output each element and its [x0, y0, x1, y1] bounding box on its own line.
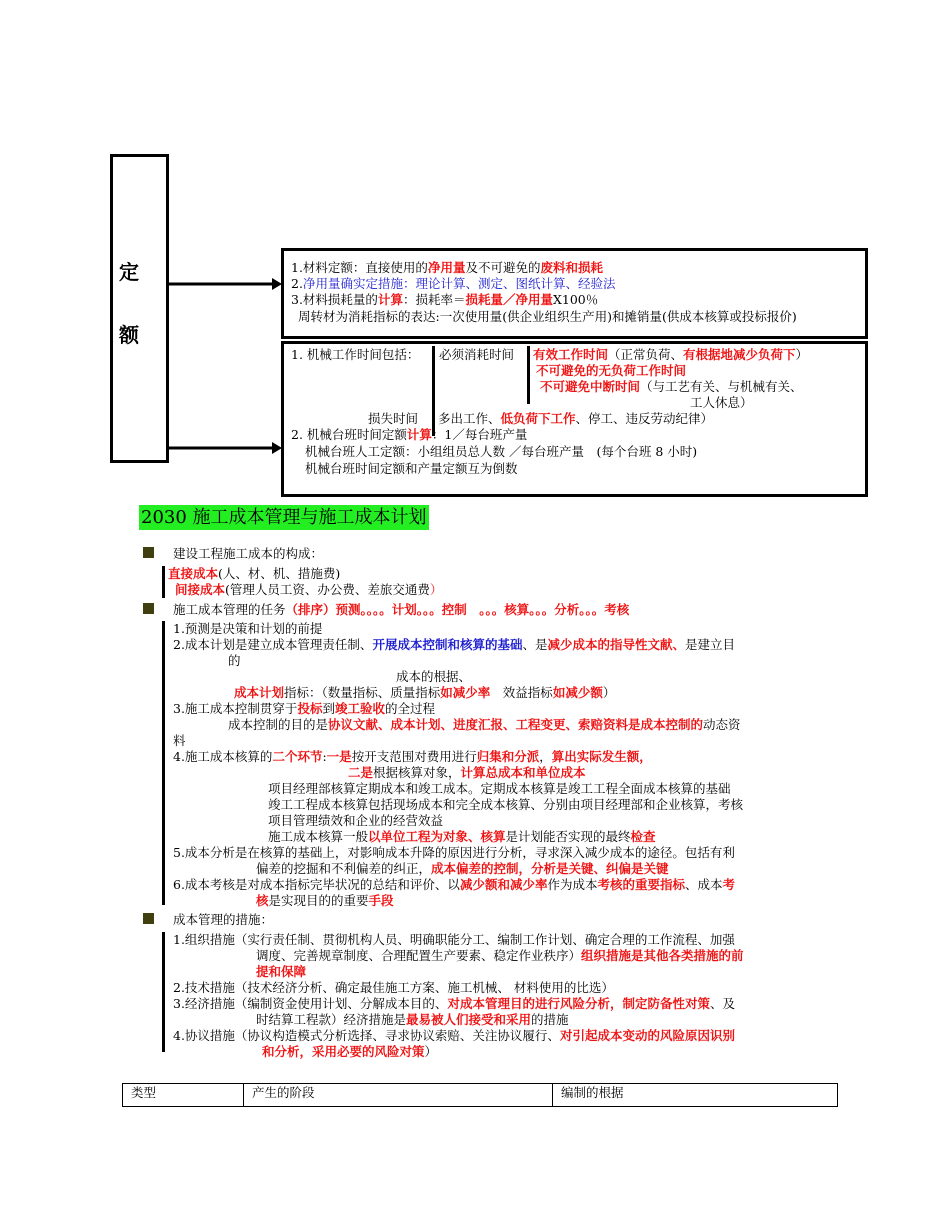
sec3-title: 成本管理的措施： — [173, 912, 274, 927]
sec1-line2: 间接成本(管理人员工资、办公费、差旅交通费） — [175, 582, 443, 597]
sec2-l5b: 偏差的挖掘和不利偏差的纠正，成本偏差的控制，分析是关键、纠偏是关键 — [256, 861, 669, 876]
sec2-l2: 2.成本计划是建立成本管理责任制、开展成本控制和核算的基础、是减少成本的指导性文献、是建立目 — [173, 637, 735, 652]
sec2-l6b: 核是实现目的的重要手段 — [256, 893, 394, 908]
sec3-l1: 1.组织措施（实行责任制、贯彻机构人员、明确职能分工、编制工作计划、确定合理的工作流程、加强 — [173, 932, 735, 947]
box2-line7: 机械台班人工定额：小组组员总人数 ／每台班产量 (每个台班 8 小时) — [305, 444, 698, 459]
box2-line3: 不可避免中断时间（与工艺有关、与机械有关、 — [540, 379, 803, 394]
box2-line1b: 必须消耗时间 — [439, 347, 515, 362]
box1-line2: 2.净用量确实定措施：理论计算、测定、图纸计算、经验法 — [291, 276, 616, 291]
box2-line6: 2. 机械台班时间定额计算：1／每台班产量 — [291, 427, 528, 442]
sec3-l4b: 和分析，采用必要的风险对策） — [262, 1044, 438, 1059]
box2-line5b: 多出工作、低负荷下工作、停工、违反劳动纪律） — [438, 411, 714, 426]
sec3-l1c: 提和保障 — [256, 964, 307, 979]
bullet-1 — [143, 547, 154, 558]
box1-line3: 3.材料损耗量的计算：损耗率＝损耗量／净用量X100％ — [291, 292, 599, 307]
box2-line1a: 1. 机械工作时间包括： — [291, 347, 420, 362]
sec2-l4d: 竣工工程成本核算包括现场成本和完全成本核算、分别由项目经理部和企业核算，考核 — [268, 797, 744, 812]
sec3-l1b: 调度、完善规章制度、合理配置生产要素、稳定作业秩序）组织措施是其他各类措施的前 — [256, 948, 744, 963]
sec2-l4e: 项目管理绩效和企业的经营效益 — [268, 813, 444, 828]
sec3-l4: 4.协议措施（协议构造模式分析选择、寻求协议索赔、关注协议履行、对引起成本变动的风险原因识别 — [173, 1028, 735, 1043]
sec2-l3c: 料 — [173, 733, 186, 748]
sec2-title: 施工成本管理的任务（排序）预测。。。。计划。。。控制 。。。核算。。。分析。。。考核 — [173, 602, 630, 617]
sec2-l3b: 成本控制的目的是协议文献、成本计划、进度汇报、工程变更、索赔资料是成本控制的动态资 — [228, 717, 741, 732]
sec2-l2c: 成本的根据、 — [396, 669, 472, 684]
bullet-2 — [143, 603, 154, 614]
sec3-l3b: 时结算工程款）经济措施是最易被人们接受和采用的措施 — [256, 1012, 569, 1027]
sec1-title: 建设工程施工成本的构成： — [173, 546, 324, 561]
box2-line4: 工人休息） — [690, 395, 753, 410]
sec2-l4b: 二是根据核算对象，计算总成本和单位成本 — [348, 765, 586, 780]
sec2-l2d: 成本计划指标：（数量指标、质量指标如减少率 效益指标如减少额） — [234, 685, 616, 700]
plan-type-table — [122, 1083, 838, 1107]
bullet-3 — [143, 913, 154, 924]
sec2-l4c: 项目经理部核算定期成本和竣工成本。定期成本核算是竣工工程全面成本核算的基础 — [268, 781, 731, 796]
sec1-line1: 直接成本(人、材、机、措施费) — [168, 566, 341, 581]
sec2-l4f: 施工成本核算一般以单位工程为对象、核算是计划能否实现的最终检查 — [268, 829, 656, 844]
section-heading: 2030 施工成本管理与施工成本计划 — [141, 507, 427, 528]
box2-line1c: 有效工作时间（正常负荷、有根据地减少负荷下） — [533, 347, 809, 362]
sec2-l3: 3.施工成本控制贯穿于投标到竣工验收的全过程 — [173, 701, 435, 716]
sec2-l4: 4.施工成本核算的二个环节:一是按开支范围对费用进行归集和分派，算出实际发生额， — [173, 749, 652, 764]
sec2-l2b: 的 — [228, 653, 241, 668]
sec2-l5: 5.成本分析是在核算的基础上，对影响成本升降的原因进行分析，寻求深入减少成本的途径。包括有利 — [173, 845, 735, 860]
box2-line2: 不可避免的无负荷工作时间 — [536, 363, 687, 378]
table-header-cell: 类型 — [123, 1084, 244, 1107]
box2-line5a: 损失时间 — [368, 411, 419, 426]
sec2-l6: 6.成本考核是对成本指标完毕状况的总结和评价、以减少额和减少率作为成本考核的重要指标、成本考 — [173, 877, 736, 892]
box2-line8: 机械台班时间定额和产量定额互为倒数 — [305, 461, 518, 476]
table-header-row — [123, 1084, 838, 1107]
sec3-l3: 3.经济措施（编制资金使用计划、分解成本目的、对成本管理目的进行风险分析，制定防备性对策、及 — [173, 996, 735, 1011]
table-header-cell: 编制的根据 — [553, 1084, 838, 1107]
ding-char: 定 — [119, 260, 139, 284]
table-header-cell: 产生的阶段 — [244, 1084, 553, 1107]
box1-line4: 周转材为消耗指标的表达:一次使用量(供企业组织生产用)和摊销量(供成本核算或投标报价) — [298, 309, 797, 324]
e-char: 额 — [119, 323, 139, 347]
sec2-l1: 1.预测是决策和计划的前提 — [173, 621, 323, 636]
box1-line1: 1.材料定额：直接使用的净用量及不可避免的废料和损耗 — [291, 260, 603, 275]
sec3-l2: 2.技术措施（技术经济分析、确定最佳施工方案、施工机械、 材料使用的比选） — [173, 980, 614, 995]
